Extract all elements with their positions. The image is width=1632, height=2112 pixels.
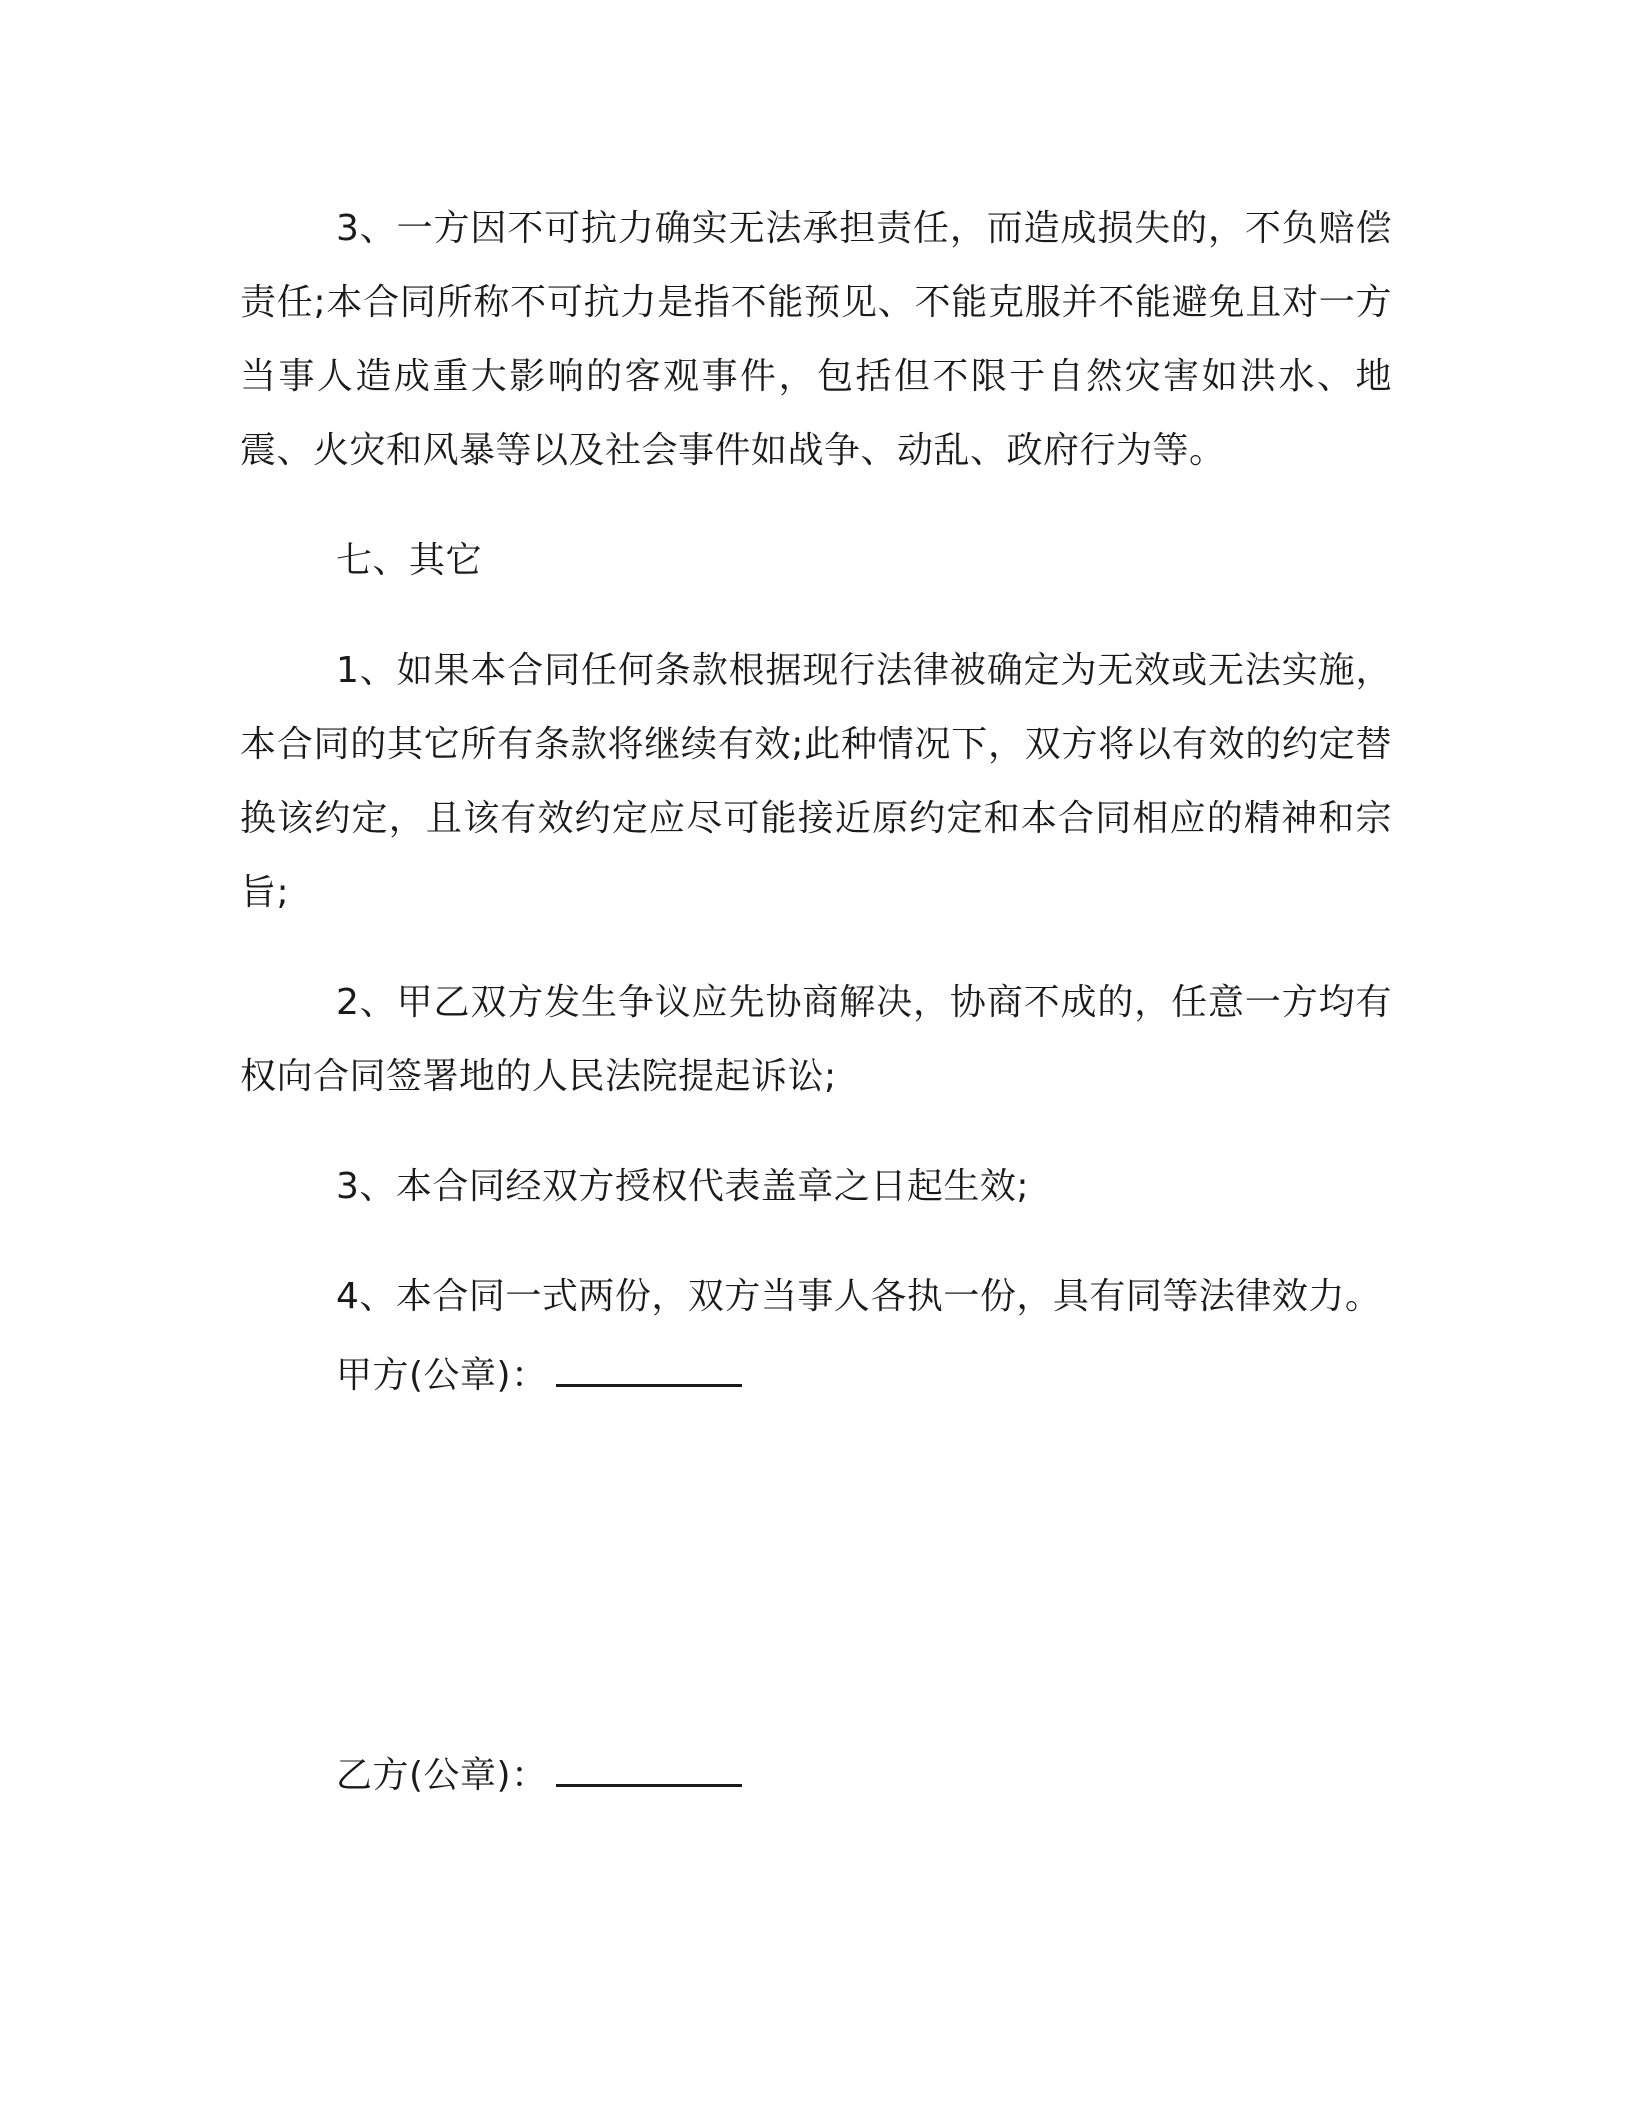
party-b-label: 乙方(公章)： xyxy=(336,1755,548,1796)
party-b-signature-line[interactable] xyxy=(556,1738,742,1787)
clause-other-2: 2、甲乙双方发生争议应先协商解决，协商不成的，任意一方均有权向合同签署地的人民法院提起诉讼; xyxy=(240,982,1392,1097)
clause-other-3: 3、本合同经双方授权代表盖章之日起生效; xyxy=(336,1166,1030,1207)
clause-other-1: 1、如果本合同任何条款根据现行法律被确定为无效或无法实施，本合同的其它所有条款将继续有效;此种情况下，双方将以有效的约定替换该约定，且该有效约定应尽可能接近原约定和本合同相应的精神和宗旨; xyxy=(240,650,1392,913)
party-b-signature xyxy=(336,1738,742,1813)
clause-other-4: 4、本合同一式两份，双方当事人各执一份，具有同等法律效力。 xyxy=(336,1276,1382,1317)
clause-force-majeure-3: 3、一方因不可抗力确实无法承担责任，而造成损失的，不负赔偿责任;本合同所称不可抗力是指不能预见、不能克服并不能避免且对一方当事人造成重大影响的客观事件，包括但不限于自然灾害如洪水、地震、火灾和风暴等以及社会事件如战争、动乱、政府行为等。 xyxy=(240,208,1392,471)
party-a-signature xyxy=(336,1338,742,1413)
document-body xyxy=(240,192,1392,1334)
section-heading-other: 七、其它 xyxy=(336,540,483,581)
party-a-signature-line[interactable] xyxy=(556,1338,742,1387)
party-a-label: 甲方(公章)： xyxy=(336,1355,548,1396)
